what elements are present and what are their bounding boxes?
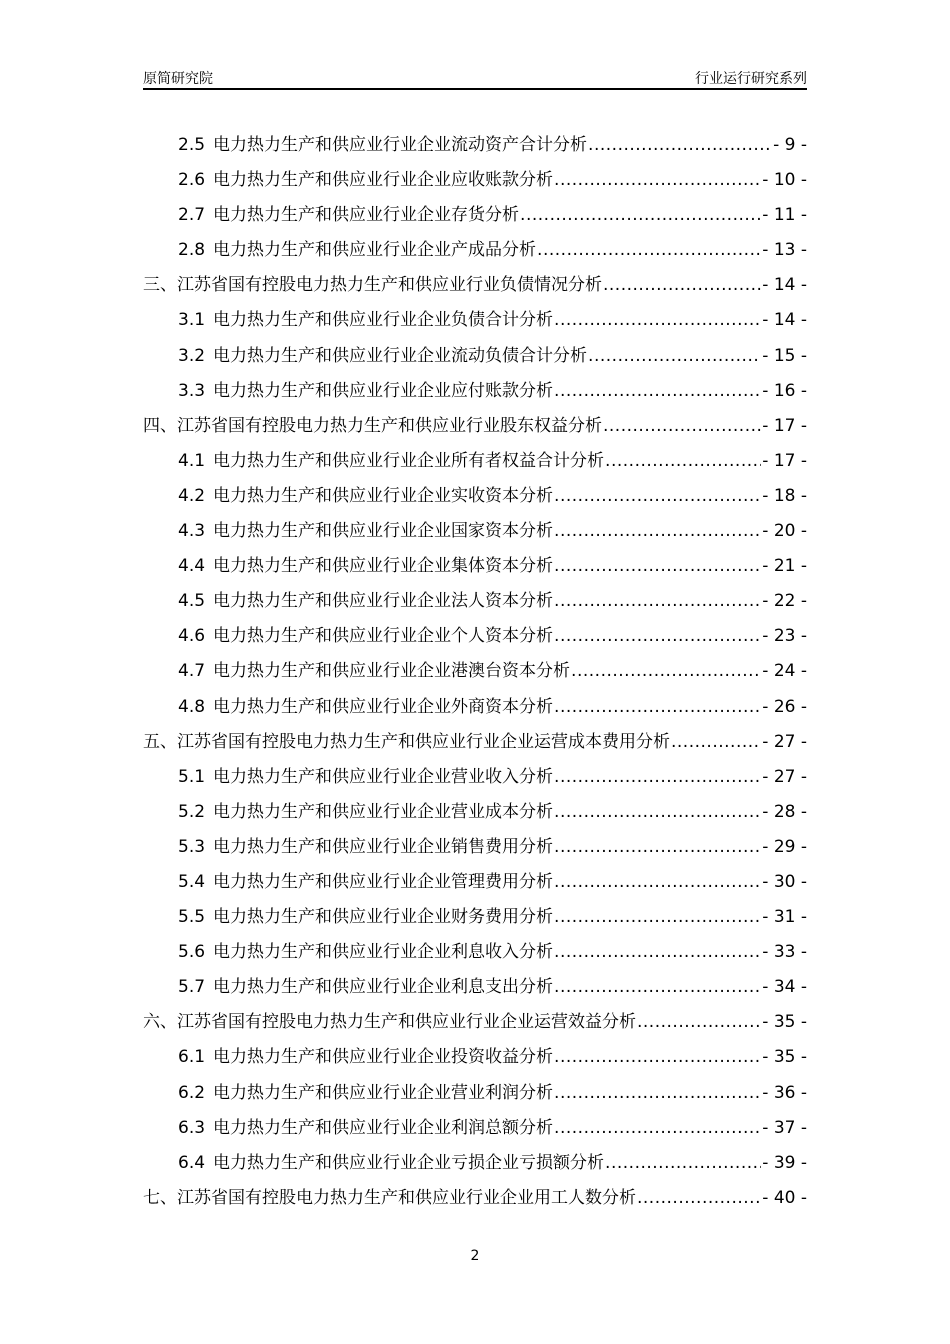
toc-entry-number: 4.5 — [178, 591, 206, 612]
toc-dot-leader — [554, 865, 761, 900]
toc-entry-page: - 9 - — [773, 135, 807, 155]
toc-entry-number: 4.4 — [178, 556, 206, 577]
toc-entry-number: 6.4 — [178, 1152, 206, 1173]
toc-dot-leader — [554, 935, 761, 970]
toc-entry-number: 5.6 — [178, 942, 206, 963]
toc-entry-title: 电力热力生产和供应业行业企业实收资本分析 — [213, 485, 554, 506]
toc-section-entry[interactable] — [143, 654, 807, 689]
toc-entry-page: - 35 - — [762, 1012, 807, 1033]
toc-entry-page: - 24 - — [762, 661, 807, 682]
toc-entry-number: 6.2 — [178, 1082, 206, 1103]
toc-entry-title: 电力热力生产和供应业行业企业管理费用分析 — [213, 871, 554, 892]
header-org-name: 原简研究院 — [143, 71, 213, 87]
toc-entry-page: - 14 - — [762, 310, 807, 331]
toc-section-entry[interactable] — [143, 760, 807, 795]
toc-entry-title: 电力热力生产和供应业行业企业营业成本分析 — [213, 801, 554, 822]
toc-section-entry[interactable] — [143, 1076, 807, 1111]
toc-entry-title: 电力热力生产和供应业行业企业负债合计分析 — [213, 310, 554, 331]
toc-dot-leader — [537, 233, 761, 268]
toc-section-entry[interactable] — [143, 690, 807, 725]
toc-entry-number: 3.2 — [178, 345, 206, 366]
toc-entry-page: - 13 - — [762, 240, 807, 261]
toc-dot-leader — [554, 374, 761, 409]
table-of-contents — [143, 128, 807, 1216]
toc-entry-title: 电力热力生产和供应业行业企业集体资本分析 — [213, 556, 554, 577]
toc-section-entry[interactable] — [143, 233, 807, 268]
toc-chapter-entry[interactable] — [143, 268, 807, 303]
toc-dot-leader — [554, 303, 761, 338]
toc-section-entry[interactable] — [143, 163, 807, 198]
toc-entry-title: 电力热力生产和供应业行业企业国家资本分析 — [213, 521, 554, 542]
toc-entry-title: 四、江苏省国有控股电力热力生产和供应业行业股东权益分析 — [143, 415, 602, 436]
toc-section-entry[interactable] — [143, 198, 807, 233]
toc-entry-title: 电力热力生产和供应业行业企业港澳台资本分析 — [213, 661, 571, 682]
toc-entry-title: 电力热力生产和供应业行业企业利息收入分析 — [213, 942, 554, 963]
toc-dot-leader — [554, 1111, 761, 1146]
toc-entry-page: - 15 - — [762, 345, 807, 366]
toc-dot-leader — [554, 1040, 761, 1075]
header-series-name: 行业运行研究系列 — [695, 71, 807, 87]
toc-entry-page: - 17 - — [762, 450, 807, 471]
toc-dot-leader — [554, 830, 761, 865]
toc-dot-leader — [554, 1076, 761, 1111]
toc-entry-page: - 34 - — [762, 977, 807, 998]
toc-entry-number: 2.7 — [178, 205, 206, 226]
toc-entry-page: - 35 - — [762, 1047, 807, 1068]
toc-entry-number: 5.7 — [178, 977, 206, 998]
toc-dot-leader — [554, 584, 761, 619]
toc-entry-number: 4.8 — [178, 696, 206, 717]
toc-entry-number: 6.1 — [178, 1047, 206, 1068]
toc-section-entry[interactable] — [143, 830, 807, 865]
toc-section-entry[interactable] — [143, 514, 807, 549]
page-footer — [0, 1248, 950, 1264]
toc-entry-title: 电力热力生产和供应业行业企业个人资本分析 — [213, 626, 554, 647]
toc-entry-title: 电力热力生产和供应业行业企业亏损企业亏损额分析 — [213, 1152, 605, 1173]
toc-dot-leader — [637, 1181, 761, 1216]
toc-section-entry[interactable] — [143, 549, 807, 584]
toc-chapter-entry[interactable] — [143, 725, 807, 760]
toc-dot-leader — [554, 970, 761, 1005]
toc-section-entry[interactable] — [143, 128, 807, 163]
toc-entry-page: - 27 - — [762, 766, 807, 787]
toc-entry-page: - 39 - — [762, 1152, 807, 1173]
toc-entry-number: 3.3 — [178, 380, 206, 401]
toc-entry-page: - 16 - — [762, 380, 807, 401]
toc-entry-page: - 31 - — [762, 907, 807, 928]
toc-dot-leader — [554, 514, 761, 549]
toc-entry-number: 4.1 — [178, 450, 206, 471]
toc-section-entry[interactable] — [143, 303, 807, 338]
toc-entry-number: 5.5 — [178, 907, 206, 928]
toc-dot-leader — [554, 690, 761, 725]
toc-entry-number: 6.3 — [178, 1117, 206, 1138]
toc-dot-leader — [603, 268, 761, 303]
toc-entry-title: 电力热力生产和供应业行业企业产成品分析 — [213, 240, 537, 261]
toc-entry-number: 4.3 — [178, 521, 206, 542]
toc-dot-leader — [554, 479, 761, 514]
toc-entry-page: - 23 - — [762, 626, 807, 647]
toc-section-entry[interactable] — [143, 1111, 807, 1146]
toc-entry-page: - 18 - — [762, 485, 807, 506]
toc-dot-leader — [554, 549, 761, 584]
toc-entry-page: - 36 - — [762, 1082, 807, 1103]
toc-entry-title: 电力热力生产和供应业行业企业投资收益分析 — [213, 1047, 554, 1068]
toc-entry-title: 电力热力生产和供应业行业企业外商资本分析 — [213, 696, 554, 717]
toc-section-entry[interactable] — [143, 1146, 807, 1181]
toc-entry-number: 5.4 — [178, 871, 206, 892]
toc-entry-title: 电力热力生产和供应业行业企业法人资本分析 — [213, 591, 554, 612]
toc-dot-leader — [554, 795, 761, 830]
toc-section-entry[interactable] — [143, 584, 807, 619]
toc-section-entry[interactable] — [143, 1040, 807, 1075]
toc-entry-page: - 20 - — [762, 521, 807, 542]
toc-entry-title: 电力热力生产和供应业行业企业所有者权益合计分析 — [213, 450, 605, 471]
toc-entry-number: 2.8 — [178, 240, 206, 261]
toc-entry-title: 电力热力生产和供应业行业企业应收账款分析 — [213, 170, 554, 191]
toc-dot-leader — [671, 725, 761, 760]
toc-dot-leader — [571, 654, 761, 689]
toc-dot-leader — [588, 339, 761, 374]
toc-entry-page: - 26 - — [762, 696, 807, 717]
toc-dot-leader — [605, 444, 761, 479]
toc-entry-title: 电力热力生产和供应业行业企业财务费用分析 — [213, 907, 554, 928]
toc-entry-number: 5.1 — [178, 766, 206, 787]
toc-section-entry[interactable] — [143, 795, 807, 830]
toc-dot-leader — [637, 1005, 761, 1040]
toc-entry-title: 电力热力生产和供应业行业企业营业利润分析 — [213, 1082, 554, 1103]
toc-entry-page: - 14 - — [762, 275, 807, 296]
toc-entry-number: 4.2 — [178, 485, 206, 506]
page-header — [143, 66, 807, 90]
toc-entry-page: - 37 - — [762, 1117, 807, 1138]
toc-entry-title: 六、江苏省国有控股电力热力生产和供应业行业企业运营效益分析 — [143, 1012, 636, 1033]
toc-section-entry[interactable] — [143, 374, 807, 409]
toc-entry-title: 五、江苏省国有控股电力热力生产和供应业行业企业运营成本费用分析 — [143, 731, 670, 752]
toc-entry-number: 5.3 — [178, 836, 206, 857]
toc-entry-number: 2.6 — [178, 170, 206, 191]
toc-entry-page: - 40 - — [762, 1187, 807, 1208]
toc-entry-title: 电力热力生产和供应业行业企业流动负债合计分析 — [213, 345, 588, 366]
toc-entry-title: 电力热力生产和供应业行业企业营业收入分析 — [213, 766, 554, 787]
toc-entry-number: 3.1 — [178, 310, 206, 331]
toc-dot-leader — [603, 409, 761, 444]
toc-section-entry[interactable] — [143, 970, 807, 1005]
toc-entry-title: 电力热力生产和供应业行业企业存货分析 — [213, 205, 520, 226]
toc-entry-title: 电力热力生产和供应业行业企业应付账款分析 — [213, 380, 554, 401]
toc-entry-number: 5.2 — [178, 801, 206, 822]
toc-entry-page: - 33 - — [762, 942, 807, 963]
toc-chapter-entry[interactable] — [143, 1005, 807, 1040]
toc-section-entry[interactable] — [143, 619, 807, 654]
toc-dot-leader — [554, 900, 761, 935]
toc-dot-leader — [520, 198, 761, 233]
toc-chapter-entry[interactable] — [143, 1181, 807, 1216]
toc-entry-page: - 30 - — [762, 871, 807, 892]
toc-entry-page: - 28 - — [762, 801, 807, 822]
toc-entry-page: - 27 - — [762, 731, 807, 752]
toc-entry-page: - 22 - — [762, 591, 807, 612]
toc-entry-number: 2.5 — [178, 135, 206, 155]
toc-section-entry[interactable] — [143, 339, 807, 374]
toc-chapter-entry[interactable] — [143, 409, 807, 444]
toc-entry-title: 电力热力生产和供应业行业企业销售费用分析 — [213, 836, 554, 857]
toc-dot-leader — [605, 1146, 761, 1181]
toc-section-entry[interactable] — [143, 900, 807, 935]
toc-entry-page: - 17 - — [762, 415, 807, 436]
toc-entry-page: - 11 - — [762, 205, 807, 226]
toc-dot-leader — [588, 128, 772, 163]
toc-dot-leader — [554, 619, 761, 654]
toc-dot-leader — [554, 760, 761, 795]
toc-section-entry[interactable] — [143, 444, 807, 479]
toc-section-entry[interactable] — [143, 479, 807, 514]
toc-entry-number: 4.7 — [178, 661, 206, 682]
toc-dot-leader — [554, 163, 761, 198]
toc-entry-title: 电力热力生产和供应业行业企业利息支出分析 — [213, 977, 554, 998]
toc-entry-page: - 10 - — [762, 170, 807, 191]
toc-entry-page: - 21 - — [762, 556, 807, 577]
toc-entry-title: 电力热力生产和供应业行业企业利润总额分析 — [213, 1117, 554, 1138]
page-number: 2 — [470, 1248, 480, 1264]
toc-section-entry[interactable] — [143, 935, 807, 970]
toc-section-entry[interactable] — [143, 865, 807, 900]
toc-entry-number: 4.6 — [178, 626, 206, 647]
toc-entry-title: 三、江苏省国有控股电力热力生产和供应业行业负债情况分析 — [143, 275, 602, 296]
toc-entry-page: - 29 - — [762, 836, 807, 857]
toc-entry-title: 七、江苏省国有控股电力热力生产和供应业行业企业用工人数分析 — [143, 1187, 636, 1208]
toc-entry-title: 电力热力生产和供应业行业企业流动资产合计分析 — [213, 135, 588, 155]
